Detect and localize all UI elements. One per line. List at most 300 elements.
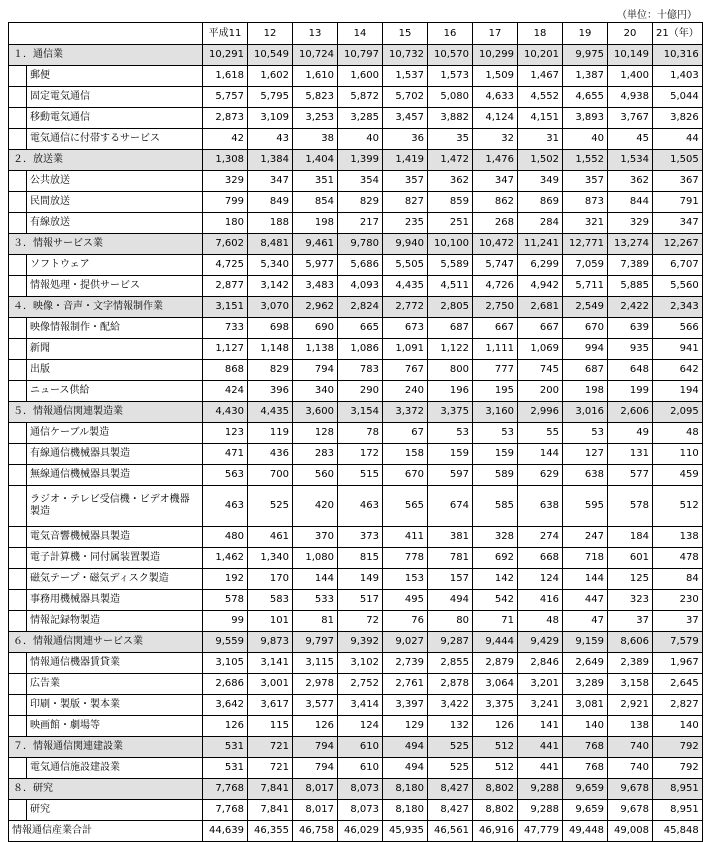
value-cell: 3,893 xyxy=(563,108,608,129)
table-row xyxy=(9,527,703,548)
value-cell: 53 xyxy=(563,423,608,444)
table-row xyxy=(9,360,703,381)
table-row xyxy=(9,108,703,129)
value-cell: 321 xyxy=(563,213,608,234)
year-header: 14 xyxy=(338,23,383,45)
value-cell: 8,481 xyxy=(248,234,293,255)
value-cell: 347 xyxy=(653,213,703,234)
value-cell: 3,289 xyxy=(563,674,608,695)
indent-cell xyxy=(9,465,27,486)
value-cell: 13,274 xyxy=(608,234,653,255)
value-cell: 2,095 xyxy=(653,402,703,423)
value-cell: 9,678 xyxy=(608,800,653,821)
value-cell: 1,138 xyxy=(293,339,338,360)
value-cell: 799 xyxy=(203,192,248,213)
row-label: 移動電気通信 xyxy=(27,108,203,129)
table-row xyxy=(9,486,703,527)
value-cell: 5,560 xyxy=(653,276,703,297)
value-cell: 1,602 xyxy=(248,66,293,87)
value-cell: 10,201 xyxy=(518,45,563,66)
value-cell: 46,029 xyxy=(338,821,383,842)
value-cell: 328 xyxy=(473,527,518,548)
year-header: 18 xyxy=(518,23,563,45)
value-cell: 8,017 xyxy=(293,779,338,800)
value-cell: 10,316 xyxy=(653,45,703,66)
value-cell: 80 xyxy=(428,611,473,632)
value-cell: 478 xyxy=(653,548,703,569)
value-cell: 251 xyxy=(428,213,473,234)
value-cell: 46,916 xyxy=(473,821,518,842)
value-cell: 53 xyxy=(473,423,518,444)
value-cell: 862 xyxy=(473,192,518,213)
value-cell: 8,427 xyxy=(428,779,473,800)
value-cell: 849 xyxy=(248,192,293,213)
value-cell: 354 xyxy=(338,171,383,192)
value-cell: 8,606 xyxy=(608,632,653,653)
value-cell: 2,343 xyxy=(653,297,703,318)
value-cell: 9,288 xyxy=(518,779,563,800)
value-cell: 67 xyxy=(383,423,428,444)
total-label: 情報通信産業合計 xyxy=(9,821,203,842)
value-cell: 123 xyxy=(203,423,248,444)
value-cell: 72 xyxy=(338,611,383,632)
row-label: 民間放送 xyxy=(27,192,203,213)
value-cell: 126 xyxy=(203,716,248,737)
value-cell: 144 xyxy=(293,569,338,590)
value-cell: 5,505 xyxy=(383,255,428,276)
value-cell: 347 xyxy=(473,171,518,192)
value-cell: 3,241 xyxy=(518,695,563,716)
year-header: 21（年） xyxy=(653,23,703,45)
value-cell: 3,070 xyxy=(248,297,293,318)
value-cell: 639 xyxy=(608,318,653,339)
value-cell: 37 xyxy=(608,611,653,632)
value-cell: 1,069 xyxy=(518,339,563,360)
value-cell: 153 xyxy=(383,569,428,590)
value-cell: 721 xyxy=(248,758,293,779)
value-cell: 3,160 xyxy=(473,402,518,423)
value-cell: 515 xyxy=(338,465,383,486)
value-cell: 3,151 xyxy=(203,297,248,318)
value-cell: 3,397 xyxy=(383,695,428,716)
value-cell: 533 xyxy=(293,590,338,611)
value-cell: 859 xyxy=(428,192,473,213)
value-cell: 2,879 xyxy=(473,653,518,674)
indent-cell xyxy=(9,758,27,779)
value-cell: 542 xyxy=(473,590,518,611)
value-cell: 3,115 xyxy=(293,653,338,674)
row-label: ソフトウェア xyxy=(27,255,203,276)
value-cell: 1,080 xyxy=(293,548,338,569)
value-cell: 563 xyxy=(203,465,248,486)
row-label: 事務用機械器具製造 xyxy=(27,590,203,611)
value-cell: 217 xyxy=(338,213,383,234)
indent-cell xyxy=(9,653,27,674)
value-cell: 1,509 xyxy=(473,66,518,87)
value-cell: 3,154 xyxy=(338,402,383,423)
indent-cell xyxy=(9,716,27,737)
indent-cell xyxy=(9,213,27,234)
value-cell: 5,711 xyxy=(563,276,608,297)
row-label: 固定電気通信 xyxy=(27,87,203,108)
value-cell: 329 xyxy=(203,171,248,192)
value-cell: 138 xyxy=(653,527,703,548)
value-cell: 36 xyxy=(383,129,428,150)
value-cell: 424 xyxy=(203,381,248,402)
value-cell: 794 xyxy=(293,737,338,758)
table-row xyxy=(9,465,703,486)
value-cell: 49,448 xyxy=(563,821,608,842)
value-cell: 767 xyxy=(383,360,428,381)
value-cell: 8,802 xyxy=(473,800,518,821)
value-cell: 1,618 xyxy=(203,66,248,87)
value-cell: 7,579 xyxy=(653,632,703,653)
value-cell: 459 xyxy=(653,465,703,486)
category-row xyxy=(9,402,703,423)
table-row xyxy=(9,590,703,611)
value-cell: 5,977 xyxy=(293,255,338,276)
value-cell: 78 xyxy=(338,423,383,444)
indent-cell xyxy=(9,590,27,611)
value-cell: 740 xyxy=(608,758,653,779)
row-label: 電気通信施設建設業 xyxy=(27,758,203,779)
value-cell: 10,100 xyxy=(428,234,473,255)
value-cell: 1,967 xyxy=(653,653,703,674)
value-cell: 512 xyxy=(473,737,518,758)
value-cell: 290 xyxy=(338,381,383,402)
value-cell: 45,848 xyxy=(653,821,703,842)
value-cell: 235 xyxy=(383,213,428,234)
value-cell: 674 xyxy=(428,486,473,527)
table-row xyxy=(9,213,703,234)
value-cell: 792 xyxy=(653,737,703,758)
row-label: 新聞 xyxy=(27,339,203,360)
value-cell: 9,461 xyxy=(293,234,338,255)
row-label: 電子計算機・同付属装置製造 xyxy=(27,548,203,569)
value-cell: 31 xyxy=(518,129,563,150)
value-cell: 47,779 xyxy=(518,821,563,842)
value-cell: 3,600 xyxy=(293,402,338,423)
value-cell: 2,422 xyxy=(608,297,653,318)
value-cell: 2,921 xyxy=(608,695,653,716)
value-cell: 3,001 xyxy=(248,674,293,695)
row-label: 情報通信機器賃貸業 xyxy=(27,653,203,674)
value-cell: 128 xyxy=(293,423,338,444)
value-cell: 3,158 xyxy=(608,674,653,695)
value-cell: 629 xyxy=(518,465,563,486)
value-cell: 6,707 xyxy=(653,255,703,276)
indent-cell xyxy=(9,569,27,590)
value-cell: 196 xyxy=(428,381,473,402)
value-cell: 2,877 xyxy=(203,276,248,297)
value-cell: 792 xyxy=(653,758,703,779)
value-cell: 188 xyxy=(248,213,293,234)
value-cell: 583 xyxy=(248,590,293,611)
table-row xyxy=(9,800,703,821)
table-row xyxy=(9,171,703,192)
value-cell: 1,086 xyxy=(338,339,383,360)
value-cell: 768 xyxy=(563,737,608,758)
value-cell: 815 xyxy=(338,548,383,569)
value-cell: 670 xyxy=(563,318,608,339)
value-cell: 9,678 xyxy=(608,779,653,800)
value-cell: 10,724 xyxy=(293,45,338,66)
value-cell: 48 xyxy=(518,611,563,632)
value-cell: 463 xyxy=(338,486,383,527)
value-cell: 81 xyxy=(293,611,338,632)
row-label: 印刷・製版・製本業 xyxy=(27,695,203,716)
value-cell: 124 xyxy=(338,716,383,737)
value-cell: 667 xyxy=(518,318,563,339)
value-cell: 1,537 xyxy=(383,66,428,87)
value-cell: 373 xyxy=(338,527,383,548)
value-cell: 2,686 xyxy=(203,674,248,695)
value-cell: 370 xyxy=(293,527,338,548)
value-cell: 718 xyxy=(563,548,608,569)
value-cell: 668 xyxy=(518,548,563,569)
value-cell: 367 xyxy=(653,171,703,192)
value-cell: 49 xyxy=(608,423,653,444)
table-row xyxy=(9,695,703,716)
value-cell: 131 xyxy=(608,444,653,465)
table-body xyxy=(9,23,703,842)
value-cell: 670 xyxy=(383,465,428,486)
table-row xyxy=(9,276,703,297)
row-label: 電気通信に付帯するサービス xyxy=(27,129,203,150)
value-cell: 1,462 xyxy=(203,548,248,569)
value-cell: 40 xyxy=(563,129,608,150)
value-cell: 357 xyxy=(383,171,428,192)
value-cell: 2,772 xyxy=(383,297,428,318)
value-cell: 673 xyxy=(383,318,428,339)
value-cell: 125 xyxy=(608,569,653,590)
value-cell: 42 xyxy=(203,129,248,150)
value-cell: 854 xyxy=(293,192,338,213)
value-cell: 9,288 xyxy=(518,800,563,821)
industry-output-table xyxy=(8,22,703,842)
value-cell: 9,027 xyxy=(383,632,428,653)
value-cell: 35 xyxy=(428,129,473,150)
indent-cell xyxy=(9,486,27,527)
value-cell: 8,180 xyxy=(383,779,428,800)
value-cell: 4,938 xyxy=(608,87,653,108)
indent-cell xyxy=(9,695,27,716)
value-cell: 9,287 xyxy=(428,632,473,653)
indent-cell xyxy=(9,548,27,569)
value-cell: 447 xyxy=(563,590,608,611)
category-row xyxy=(9,150,703,171)
value-cell: 46,758 xyxy=(293,821,338,842)
value-cell: 5,044 xyxy=(653,87,703,108)
table-row xyxy=(9,381,703,402)
value-cell: 1,122 xyxy=(428,339,473,360)
value-cell: 794 xyxy=(293,758,338,779)
category-row xyxy=(9,737,703,758)
value-cell: 827 xyxy=(383,192,428,213)
value-cell: 3,457 xyxy=(383,108,428,129)
value-cell: 560 xyxy=(293,465,338,486)
category-row xyxy=(9,45,703,66)
value-cell: 200 xyxy=(518,381,563,402)
value-cell: 1,340 xyxy=(248,548,293,569)
indent-cell xyxy=(9,339,27,360)
row-label: 公共放送 xyxy=(27,171,203,192)
category-label: ４．映像・音声・文字情報制作業 xyxy=(9,297,203,318)
value-cell: 3,201 xyxy=(518,674,563,695)
value-cell: 494 xyxy=(383,737,428,758)
value-cell: 1,387 xyxy=(563,66,608,87)
value-cell: 3,253 xyxy=(293,108,338,129)
value-cell: 494 xyxy=(383,758,428,779)
value-cell: 7,389 xyxy=(608,255,653,276)
value-cell: 8,073 xyxy=(338,800,383,821)
value-cell: 3,141 xyxy=(248,653,293,674)
value-cell: 84 xyxy=(653,569,703,590)
value-cell: 441 xyxy=(518,758,563,779)
value-cell: 12,771 xyxy=(563,234,608,255)
value-cell: 283 xyxy=(293,444,338,465)
value-cell: 43 xyxy=(248,129,293,150)
value-cell: 721 xyxy=(248,737,293,758)
value-cell: 340 xyxy=(293,381,338,402)
value-cell: 700 xyxy=(248,465,293,486)
value-cell: 794 xyxy=(293,360,338,381)
indent-cell xyxy=(9,381,27,402)
value-cell: 357 xyxy=(563,171,608,192)
value-cell: 1,399 xyxy=(338,150,383,171)
value-cell: 9,797 xyxy=(293,632,338,653)
indent-cell xyxy=(9,800,27,821)
year-header: 平成11 xyxy=(203,23,248,45)
value-cell: 1,419 xyxy=(383,150,428,171)
value-cell: 7,841 xyxy=(248,779,293,800)
value-cell: 9,873 xyxy=(248,632,293,653)
indent-cell xyxy=(9,611,27,632)
year-header: 20 xyxy=(608,23,653,45)
value-cell: 667 xyxy=(473,318,518,339)
category-row xyxy=(9,632,703,653)
value-cell: 184 xyxy=(608,527,653,548)
value-cell: 777 xyxy=(473,360,518,381)
table-row xyxy=(9,716,703,737)
value-cell: 768 xyxy=(563,758,608,779)
row-label: 電気音響機械器具製造 xyxy=(27,527,203,548)
value-cell: 180 xyxy=(203,213,248,234)
value-cell: 638 xyxy=(563,465,608,486)
value-cell: 2,750 xyxy=(473,297,518,318)
value-cell: 140 xyxy=(563,716,608,737)
table-row xyxy=(9,339,703,360)
category-label: ７．情報通信関連建設業 xyxy=(9,737,203,758)
row-label: 無線通信機械器具製造 xyxy=(27,465,203,486)
value-cell: 4,430 xyxy=(203,402,248,423)
value-cell: 638 xyxy=(518,486,563,527)
value-cell: 44,639 xyxy=(203,821,248,842)
value-cell: 610 xyxy=(338,758,383,779)
value-cell: 45 xyxy=(608,129,653,150)
table-row xyxy=(9,192,703,213)
value-cell: 362 xyxy=(428,171,473,192)
table-row xyxy=(9,758,703,779)
indent-cell xyxy=(9,87,27,108)
value-cell: 9,159 xyxy=(563,632,608,653)
value-cell: 1,600 xyxy=(338,66,383,87)
value-cell: 149 xyxy=(338,569,383,590)
category-label: ８．研究 xyxy=(9,779,203,800)
value-cell: 268 xyxy=(473,213,518,234)
value-cell: 8,017 xyxy=(293,800,338,821)
value-cell: 3,285 xyxy=(338,108,383,129)
value-cell: 110 xyxy=(653,444,703,465)
value-cell: 12,267 xyxy=(653,234,703,255)
value-cell: 463 xyxy=(203,486,248,527)
value-cell: 10,291 xyxy=(203,45,248,66)
value-cell: 420 xyxy=(293,486,338,527)
value-cell: 3,577 xyxy=(293,695,338,716)
indent-cell xyxy=(9,444,27,465)
value-cell: 172 xyxy=(338,444,383,465)
value-cell: 3,483 xyxy=(293,276,338,297)
value-cell: 4,942 xyxy=(518,276,563,297)
value-cell: 3,882 xyxy=(428,108,473,129)
value-cell: 525 xyxy=(248,486,293,527)
value-cell: 170 xyxy=(248,569,293,590)
value-cell: 2,681 xyxy=(518,297,563,318)
value-cell: 480 xyxy=(203,527,248,548)
value-cell: 129 xyxy=(383,716,428,737)
value-cell: 994 xyxy=(563,339,608,360)
value-cell: 577 xyxy=(608,465,653,486)
value-cell: 4,511 xyxy=(428,276,473,297)
value-cell: 778 xyxy=(383,548,428,569)
row-label: ニュース供給 xyxy=(27,381,203,402)
value-cell: 8,073 xyxy=(338,779,383,800)
value-cell: 783 xyxy=(338,360,383,381)
value-cell: 665 xyxy=(338,318,383,339)
indent-cell xyxy=(9,318,27,339)
value-cell: 9,559 xyxy=(203,632,248,653)
year-header: 12 xyxy=(248,23,293,45)
indent-cell xyxy=(9,674,27,695)
value-cell: 781 xyxy=(428,548,473,569)
value-cell: 49,008 xyxy=(608,821,653,842)
value-cell: 159 xyxy=(428,444,473,465)
value-cell: 1,472 xyxy=(428,150,473,171)
header-row xyxy=(9,23,703,45)
value-cell: 2,752 xyxy=(338,674,383,695)
value-cell: 5,340 xyxy=(248,255,293,276)
value-cell: 1,573 xyxy=(428,66,473,87)
indent-cell xyxy=(9,108,27,129)
value-cell: 7,841 xyxy=(248,800,293,821)
value-cell: 1,404 xyxy=(293,150,338,171)
value-cell: 132 xyxy=(428,716,473,737)
value-cell: 115 xyxy=(248,716,293,737)
value-cell: 2,606 xyxy=(608,402,653,423)
value-cell: 687 xyxy=(428,318,473,339)
value-cell: 791 xyxy=(653,192,703,213)
value-cell: 140 xyxy=(653,716,703,737)
value-cell: 1,467 xyxy=(518,66,563,87)
value-cell: 9,659 xyxy=(563,800,608,821)
unit-label: （単位：十億円） xyxy=(617,10,697,21)
value-cell: 2,878 xyxy=(428,674,473,695)
value-cell: 1,308 xyxy=(203,150,248,171)
value-cell: 9,780 xyxy=(338,234,383,255)
value-cell: 844 xyxy=(608,192,653,213)
value-cell: 3,422 xyxy=(428,695,473,716)
value-cell: 869 xyxy=(518,192,563,213)
